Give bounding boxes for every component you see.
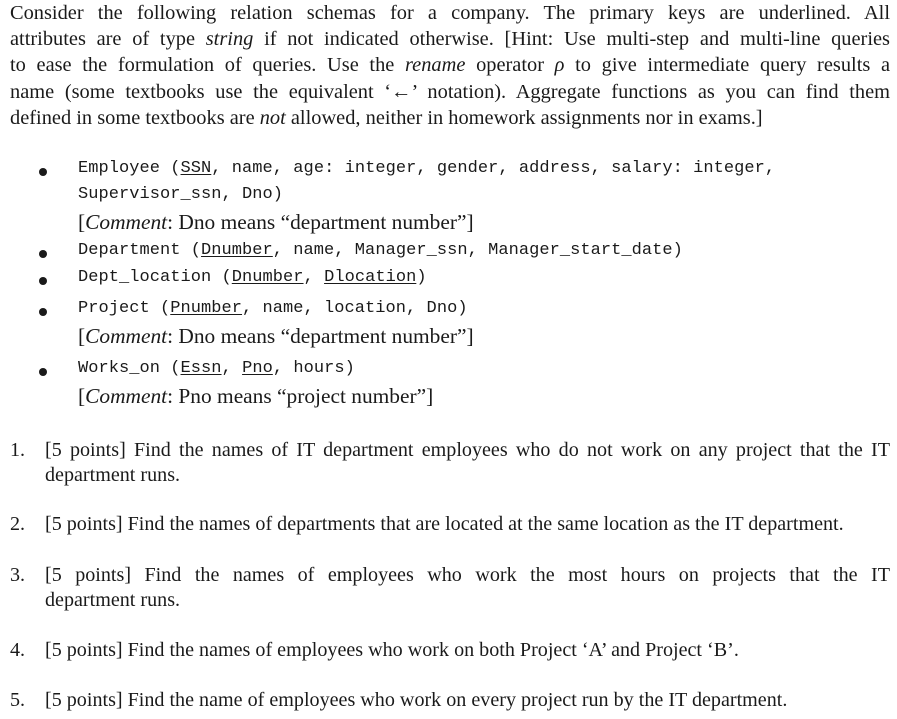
bullet-icon [39,271,47,285]
rho-symbol: ρ [554,54,565,77]
works-on-comment: [Comment: Pno means “project number”] [78,384,434,408]
primary-key: Dlocation [324,268,417,287]
primary-key: Dnumber [201,241,273,260]
dept-location-schema: Dept_location (Dnumber, Dlocation) [78,268,427,287]
intro-line-2: attributes are of type string if not indicated otherwise. [Hint: Use multi-step and multi-line queries [10,28,890,51]
department-schema: Department (Dnumber, name, Manager_ssn, Manager_start_date) [78,241,683,260]
project-comment: [Comment: Dno means “department number”] [78,324,474,348]
string-keyword: string [205,28,254,51]
not-keyword: not [259,106,286,129]
question-text: [5 points] Find the names of employees who work the most hours on projects that the IT [45,564,890,586]
primary-key: Pno [242,359,273,378]
question-text: [5 points] Find the names of IT department employees who do not work on any project that the IT [45,439,890,461]
bullet-icon [39,302,47,316]
bullet-icon [39,244,47,258]
primary-key: Pnumber [170,299,243,318]
employee-comment: [Comment: Dno means “department number”] [78,210,474,234]
question-number: 4. [10,639,26,661]
question-number: 3. [10,564,26,586]
works-on-schema: Works_on (Essn, Pno, hours) [78,359,355,378]
primary-key: SSN [180,159,212,178]
employee-schema-line-1: Employee (SSN, name, age: integer, gender, address, salary: integer, [78,159,776,178]
question-text: [5 points] Find the names of departments that are located at the same location as the IT department. [45,513,844,535]
intro-line-4: name (some textbooks use the equivalent ‘←’ notation). Aggregate functions as you can find them [10,80,890,103]
intro-line-5: defined in some textbooks are not allowed, neither in homework assignments nor in exams.] [10,106,763,129]
intro-paragraph [10,0,890,131]
employee-schema-line-2: Supervisor_ssn, Dno) [78,185,284,204]
question-number: 2. [10,513,26,535]
intro-line-3: to ease the formulation of queries. Use the rename operator ρ to give intermediate query results a [10,54,891,77]
question-text-cont: department runs. [45,588,181,611]
rename-keyword: rename [405,54,466,77]
question-text: [5 points] Find the names of employees who work on both Project ‘A’ and Project ‘B’. [45,639,739,661]
primary-key: Dnumber [231,268,304,287]
question-text: [5 points] Find the name of employees who work on every project run by the IT department. [45,689,788,711]
question-number: 1. [10,439,26,461]
bullet-icon [39,162,47,176]
primary-key: Essn [180,359,222,378]
intro-line-1: Consider the following relation schemas for a company. The primary keys are underlined. All [10,2,890,24]
bullet-icon [39,362,47,376]
question-text-cont: department runs. [45,463,181,486]
question-number: 5. [10,689,26,711]
project-schema: Project (Pnumber, name, location, Dno) [78,299,468,318]
